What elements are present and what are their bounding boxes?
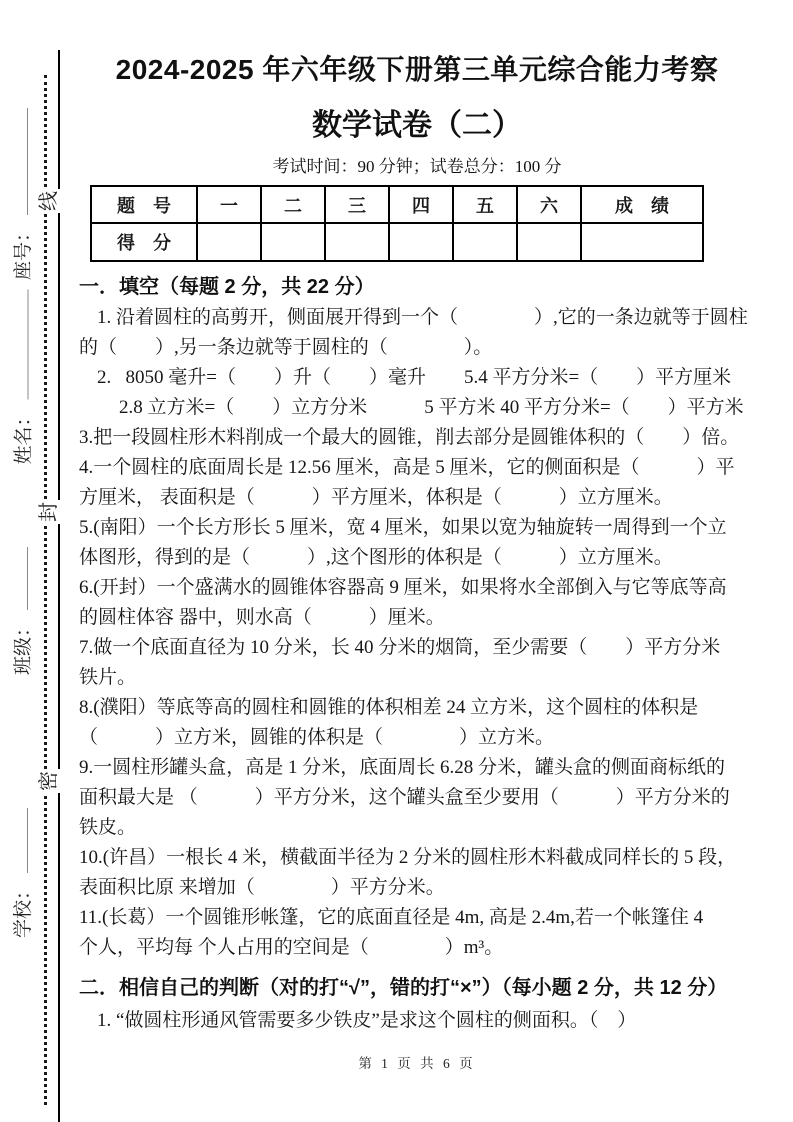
score-table [90,185,704,262]
question-line: 4.一个圆柱的底面周长是 12.56 厘米，高是 5 厘米，它的侧面积是（ ）平 [79,457,735,478]
seal-label-writing-line [15,290,29,400]
seal-label-writing-line [14,547,28,610]
page-footer: 第 1 页 共 6 页 [358,1056,476,1071]
question-line: 6.(开封）一个盛满水的圆锥体容器高 9 厘米，如果将水全部倒入与它等底等高 [79,577,727,598]
score-table-header-row [91,186,703,223]
question-sections [79,274,755,1036]
question-line: 3.把一段圆柱形木料削成一个最大的圆锥，削去部分是圆锥体积的（ ）倍。 [79,427,740,448]
question-line: 个人，平均每 个人占用的空间是（ ）m³。 [79,937,504,958]
question-line: 9.一圆柱形罐头盒，高是 1 分米，底面周长 6.28 分米，罐头盒的侧面商标纸的 [79,757,726,778]
seal-dotted-line [44,75,47,1105]
score-table-header-cell: 成 绩 [581,186,703,223]
question-line: 的圆柱体容 器中，则水高（ ）厘米。 [79,607,445,628]
question-line: 5.(南阳）一个长方形长 5 厘米，宽 4 厘米，如果以宽为轴旋转一周得到一个立 [79,517,727,538]
question-line: 8.(濮阳）等底等高的圆柱和圆锥的体积相差 24 立方米，这个圆柱的体积是 [79,697,699,718]
score-table-header-cell: 二 [261,186,325,223]
score-row-label: 得 分 [91,223,197,261]
seal-char: 密 [31,769,61,793]
score-table-header-cell: 五 [453,186,517,223]
score-cell [581,223,703,261]
seal-label-writing-line [14,808,28,873]
score-cell [389,223,453,261]
question-line: 11.(长葛）一个圆锥形帐篷，它的底面直径是 4m, 高是 2.4m,若一个帐篷住 4 [79,907,704,928]
seal-char: 封 [31,500,61,524]
score-table-header-cell: 三 [325,186,389,223]
question-line: 2. 8050 毫升=（ ）升（ ）毫升 5.4 平方分米=（ ）平方厘米 [97,367,732,388]
question-line: 2.8 立方米=（ ）立方分米 5 平方米 40 平方分米=（ ）平方米 [119,397,744,418]
seal-label-text: 姓名： [13,407,34,465]
question-line: 10.(许昌）一根长 4 米，横截面半径为 2 分米的圆柱形木料截成同样长的 5 段， [79,847,737,868]
seal-label-text: 班级： [12,617,34,675]
score-table-header-cell: 题 号 [91,186,197,223]
question-line: 铁皮。 [79,817,137,838]
question-line: 方厘米， 表面积是（ ）平方厘米，体积是（ ）立方厘米。 [79,487,673,508]
question-line: 7.做一个底面直径为 10 分米，长 40 分米的烟筒，至少需要（ ）平方分米 [79,637,721,658]
section-heading: 一．填空（每题 2 分，共 22 分） [79,276,375,298]
question-line: 体图形，得到的是（ ）,这个图形的体积是（ ）立方厘米。 [79,547,673,568]
question-line: （ ）立方米，圆锥的体积是（ ）立方米。 [79,727,555,748]
seal-label [8,808,34,938]
exam-content [79,0,755,1036]
seal-label-writing-line [14,108,28,215]
seal-char: 线 [31,189,61,213]
score-table-score-row [91,223,703,261]
score-cell [197,223,261,261]
question-line: 面积最大是 （ ）平方分米，这个罐头盒至少要用（ ）平方分米的 [79,787,730,808]
question-line: 1. “做圆柱形通风管需要多少铁皮”是求这个圆柱的侧面积。（ ） [97,1010,637,1031]
exam-subtitle: 数学试卷（二） [312,109,522,142]
score-cell [325,223,389,261]
score-table-header-cell: 六 [517,186,581,223]
question-line: 1. 沿着圆柱的高剪开，侧面展开得到一个（ ）,它的一条边就等于圆柱 [97,307,748,328]
question-line: 表面积比原 来增加（ ）平方分米。 [79,877,445,898]
exam-title: 2024-2025 年六年级下册第三单元综合能力考察 [115,54,719,85]
question-line: 的（ ）,另一条边就等于圆柱的（ ）。 [79,337,493,358]
section-heading: 二．相信自己的判断（对的打“√”，错的打“×”）（每小题 2 分，共 12 分） [79,977,728,999]
score-cell [453,223,517,261]
section [79,975,755,1036]
seal-label [9,290,35,465]
score-cell [261,223,325,261]
seal-label-text: 座号： [12,222,34,280]
score-table-header-cell: 四 [389,186,453,223]
seal-label [8,547,34,675]
seal-label-text: 学校： [12,880,34,938]
question-line: 铁片。 [79,667,137,688]
score-table-header-cell: 一 [197,186,261,223]
exam-info: 考试时间：90 分钟；试卷总分：100 分 [272,157,562,176]
score-cell [517,223,581,261]
section [79,274,755,963]
